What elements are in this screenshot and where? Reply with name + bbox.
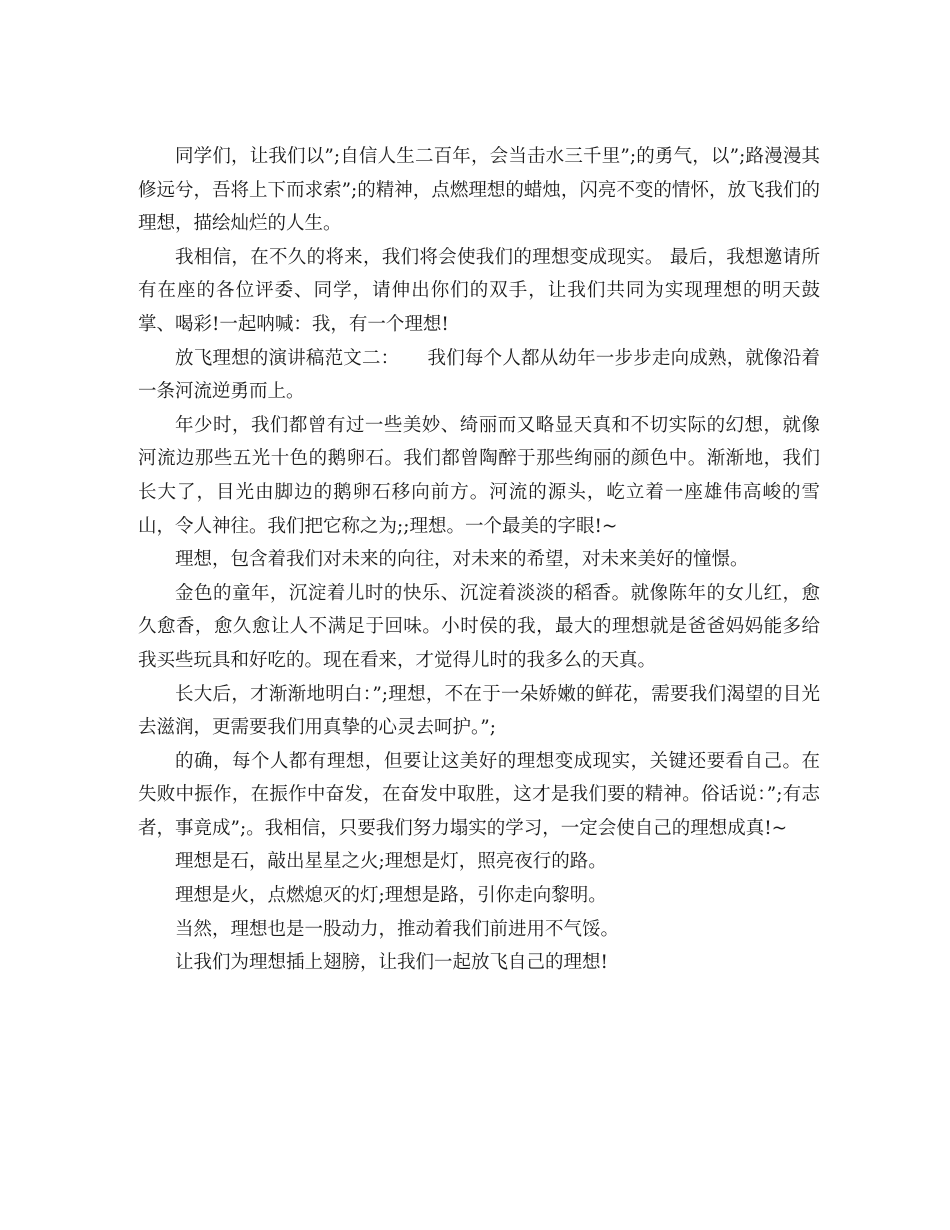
paragraph-8: 的确，每个人都有理想，但要让这美好的理想变成现实，关键还要看自己。在失败中振作，在振作中奋发，在奋发中取胜，这才是我们要的精神。俗话说：”;有志者，事竟成”;。我相信，只要我们努力塌实的学习，一定会使自己的理想成真!~ [138,750,820,839]
paragraph-9: 理想是石，敲出星星之火;理想是灯，照亮夜行的路。 [175,851,607,873]
paragraph-5: 理想，包含着我们对未来的向往，对未来的希望，对未来美好的憧憬。 [175,549,749,571]
paragraph-11: 当然，理想也是一股动力，推动着我们前进用不气馁。 [175,918,620,940]
document-body [138,140,820,980]
paragraph-2: 我相信，在不久的将来，我们将会使我们的理想变成现实。 最后，我想邀请所有在座的各位评委、同学，请伸出你们的双手，让我们共同为实现理想的明天鼓掌、喝彩!一起呐喊：我，有一个理想! [138,246,820,335]
paragraph-10: 理想是火，点燃熄灭的灯;理想是路，引你走向黎明。 [175,885,607,907]
paragraph-6: 金色的童年，沉淀着儿时的快乐、沉淀着淡淡的稻香。就像陈年的女儿红，愈久愈香，愈久愈让人不满足于回味。小时侯的我，最大的理想就是爸爸妈妈能多给我买些玩具和好吃的。现在看来，才觉得儿时的我多么的天真。 [138,582,820,671]
paragraph-12: 让我们为理想插上翅膀，让我们一起放飞自己的理想! [175,952,608,974]
paragraph-1: 同学们，让我们以”;自信人生二百年，会当击水三千里”;的勇气，以”;路漫漫其修远兮，吾将上下而求索”;的精神，点燃理想的蜡烛，闪亮不变的情怀，放飞我们的理想，描绘灿烂的人生。 [138,146,820,235]
paragraph-4: 年少时，我们都曾有过一些美妙、绮丽而又略显天真和不切实际的幻想，就像河流边那些五光十色的鹅卵石。我们都曾陶醉于那些绚丽的颜色中。渐渐地，我们长大了，目光由脚边的鹅卵石移向前方。河流的源头，屹立着一座雄伟高峻的雪山，令人神往。我们把它称之为;;理想。一个最美的字眼!~ [138,414,820,537]
paragraph-7: 长大后，才渐渐地明白：”;理想，不在于一朵娇嫩的鲜花，需要我们渴望的目光去滋润，更需要我们用真挚的心灵去呵护。”; [138,683,820,739]
paragraph-3: 放飞理想的演讲稿范文二： 我们每个人都从幼年一步步走向成熟，就像沿着一条河流逆勇而上。 [138,347,820,403]
